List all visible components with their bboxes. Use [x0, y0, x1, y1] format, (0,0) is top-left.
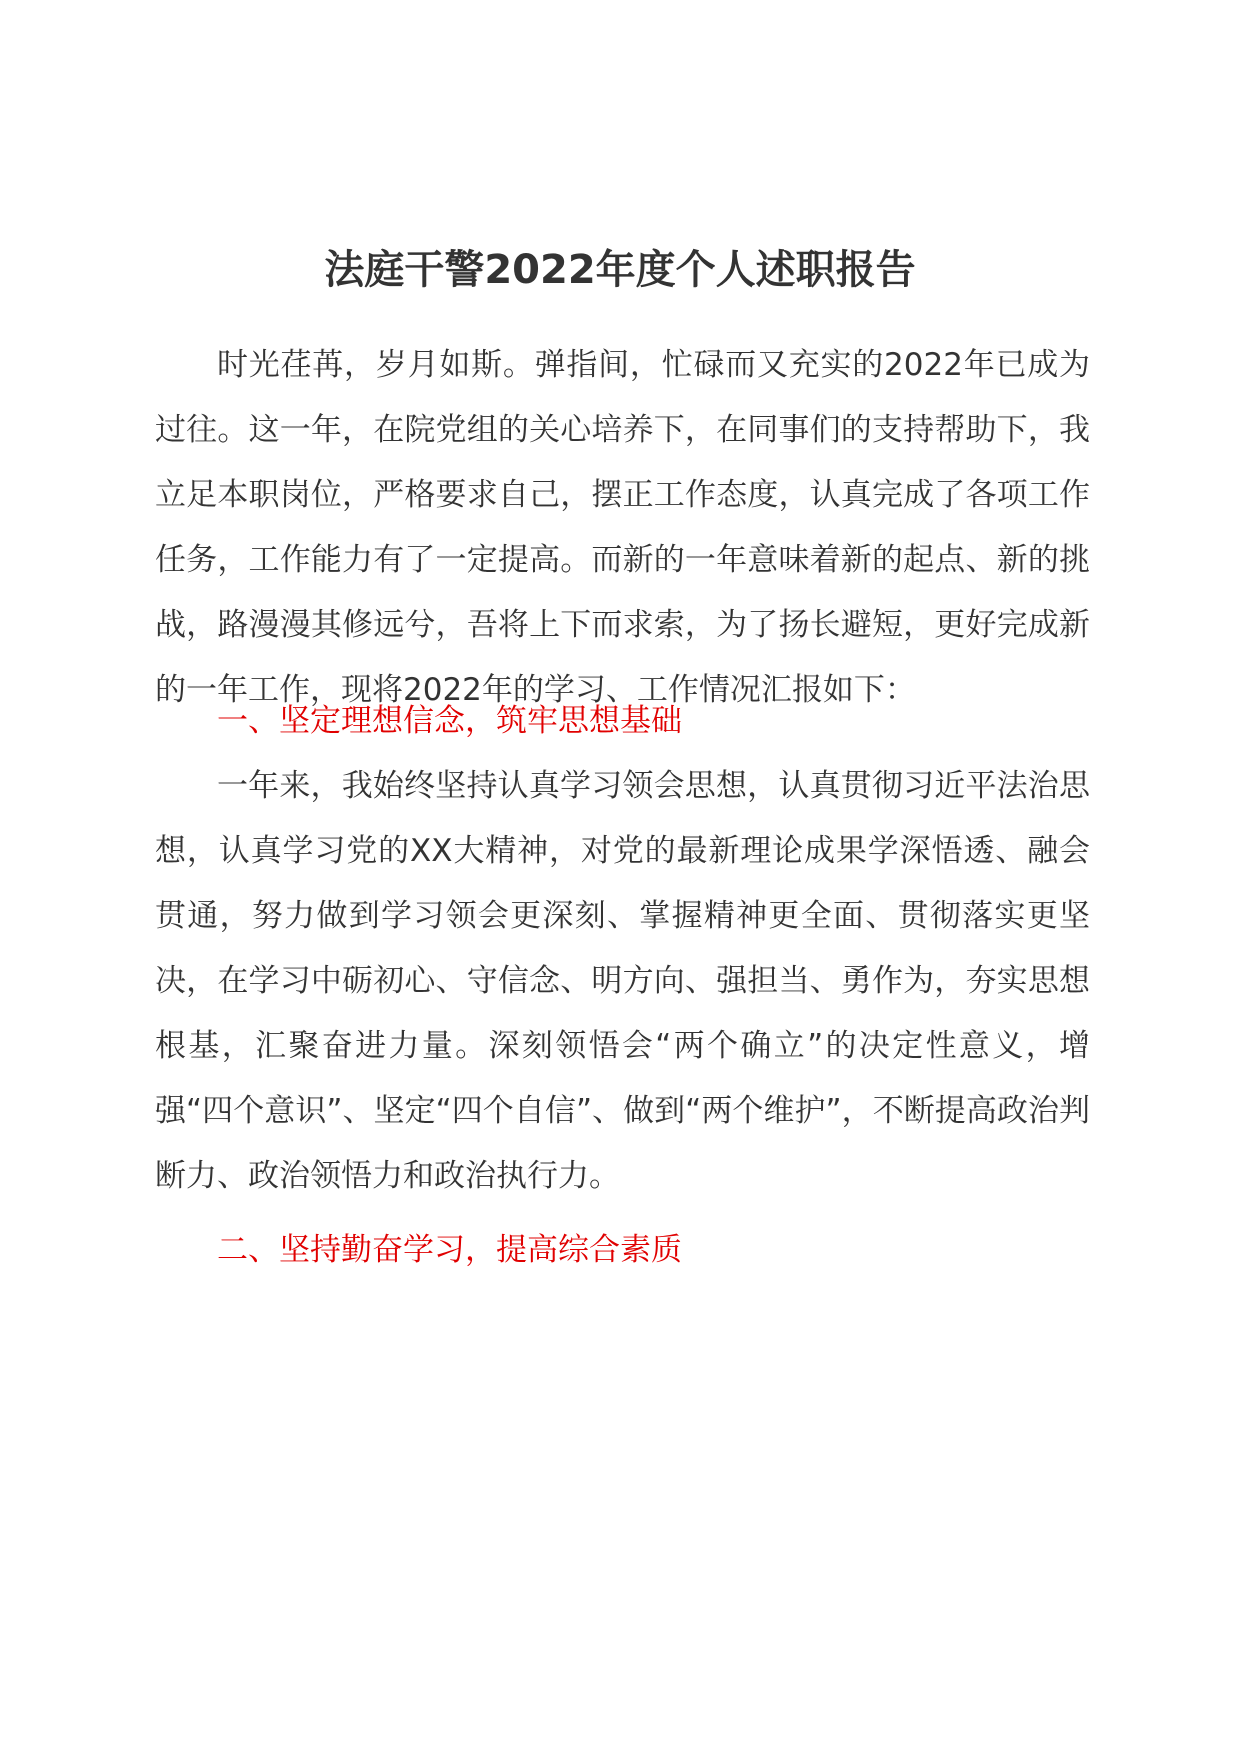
intro-block — [155, 333, 1090, 723]
section-2-heading: 二、坚持勤奋学习，提高综合素质 — [217, 1232, 682, 1268]
section-1-heading: 一、坚定理想信念，筑牢思想基础 — [217, 703, 682, 739]
intro-paragraph: 时光荏苒，岁月如斯。弹指间，忙碌而又充实的2022年已成为过往。这一年，在院党组的关心培养下，在同事们的支持帮助下，我立足本职岗位，严格要求自己，摆正工作态度，认真完成了各项工作任务，工作能力有了一定提高。而新的一年意味着新的起点、新的挑战，路漫漫其修远兮，吾将上下而求索，为了扬长避短，更好完成新的一年工作，现将2022年的学习、工作情况汇报如下： — [155, 347, 1090, 708]
document-title: 法庭干警2022年度个人述职报告 — [324, 247, 916, 293]
section-2 — [155, 1218, 1090, 1283]
section-1 — [155, 689, 1090, 1209]
section-1-paragraph: 一年来，我始终坚持认真学习领会思想，认真贯彻习近平法治思想，认真学习党的XX大精神，对党的最新理论成果学深悟透、融会贯通，努力做到学习领会更深刻、掌握精神更全面、贯彻落实更坚决，在学习中砺初心、守信念、明方向、强担当、勇作为，夯实思想根基，汇聚奋进力量。深刻领悟会“两个确立”的决定性意义，增强“四个意识”、坚定“四个自信”、做到“两个维护”，不断提高政治判断力、政治领悟力和政治执行力。 — [155, 768, 1090, 1194]
